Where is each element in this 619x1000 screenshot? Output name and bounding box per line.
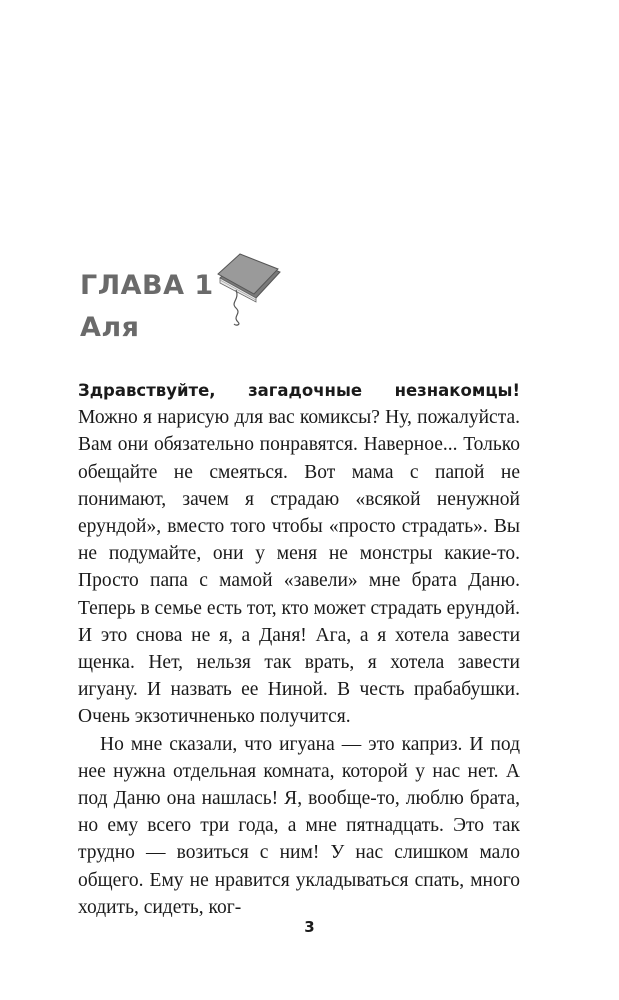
paragraph-2: Но мне сказали, что игуана — это каприз. И под нее нужна отдельная комната, которой у нас нет. А под Даню она нашлась! Я, вообще-то, люблю брата, но ему всего три года, а мне пятнадцать. Это так трудно — возиться с ним! У нас слишком мало общего. Ему не нравится укладываться спать, много ходить, сидеть, ког- xyxy=(78,733,520,918)
lead-phrase: Здравствуйте, загадочные незнакомцы! xyxy=(78,381,520,400)
chapter-body xyxy=(78,377,520,921)
paragraph-1-text: Можно я нарисую для вас комиксы? Ну, пожалуйста. Вам они обязательно понравятся. Наверное... Только обещайте не смеяться. Вот мама с папой не понимают, зачем я страдаю «всякой ненужной ерундой», вместо того чтобы «просто страдать». Вы не подумайте, они у меня не монстры какие-то. Просто папа с мамой «завели» мне брата Даню. Теперь в семье есть тот, кто может страдать ерундой. И это снова не я, а Даня! Ага, а я хотела завести щенка. Нет, нельзя так врать, я хотела завести игуану. И назвать ее Ниной. В честь прабабушки. Очень экзотичненько получится. xyxy=(78,407,520,728)
chapter-title: Аля xyxy=(80,312,140,343)
chapter-number: ГЛАВА 1 xyxy=(80,270,214,301)
page-number: 3 xyxy=(304,918,315,936)
chapter-heading xyxy=(80,268,214,346)
paragraph-1 xyxy=(78,377,520,731)
book-icon xyxy=(214,252,282,332)
